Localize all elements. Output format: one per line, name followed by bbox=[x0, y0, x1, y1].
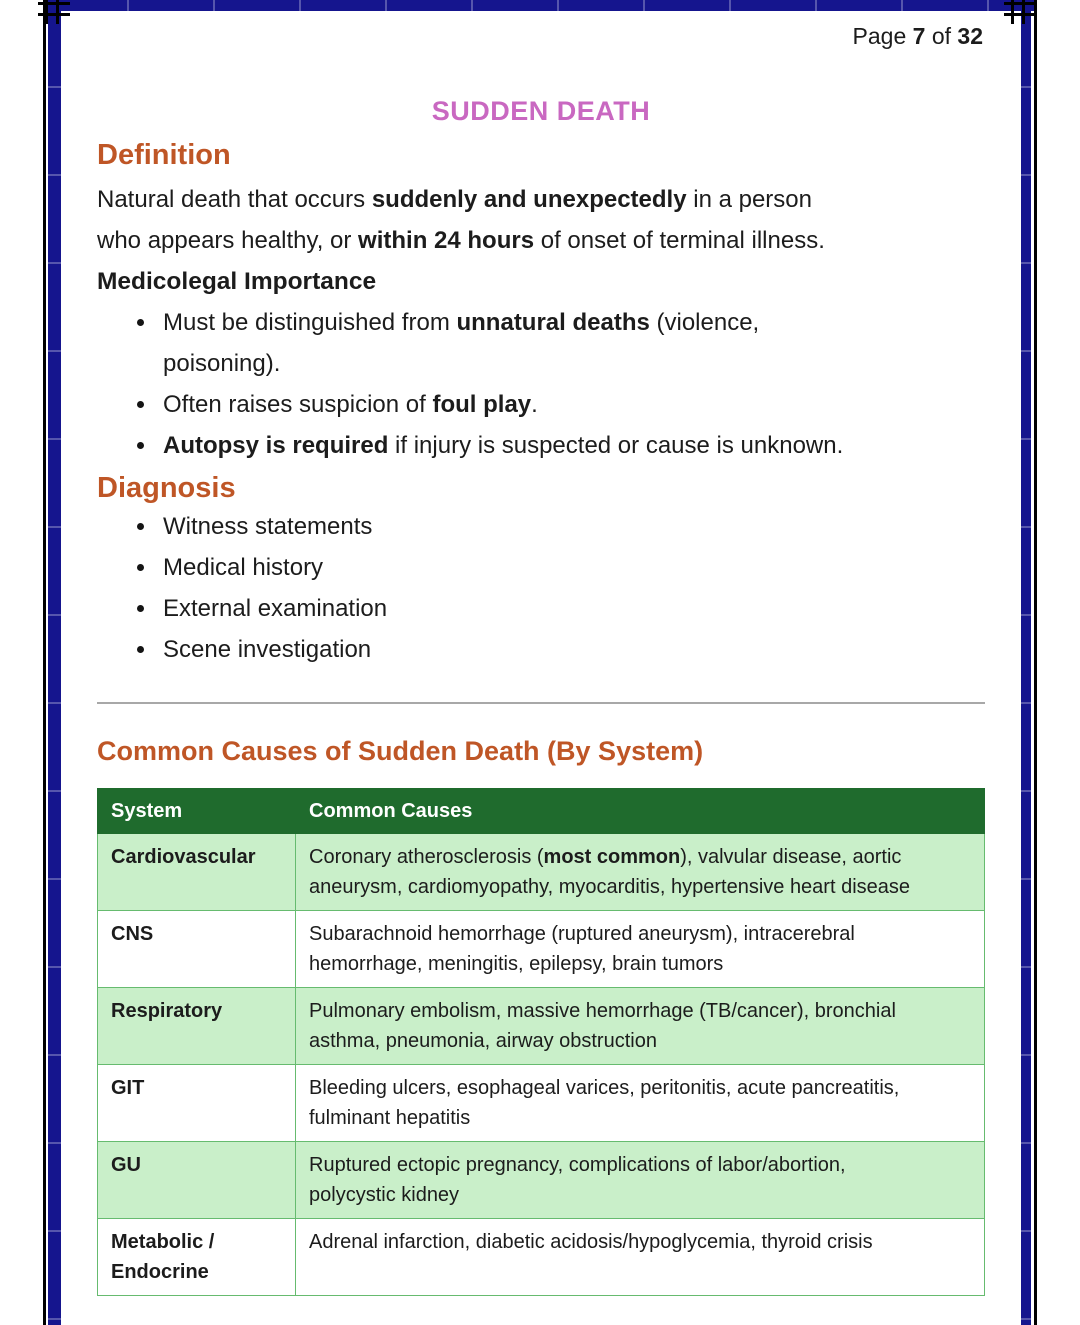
system-cell: Cardiovascular bbox=[98, 834, 296, 911]
table-row bbox=[98, 834, 985, 911]
list-item: Scene investigation bbox=[97, 629, 985, 670]
table-row bbox=[98, 988, 985, 1065]
crop-mark-icon bbox=[38, 0, 70, 24]
page-content bbox=[97, 22, 985, 1296]
causes-cell: Ruptured ectopic pregnancy, complications of labor/abortion, polycystic kidney bbox=[296, 1142, 985, 1219]
causes-cell: Adrenal infarction, diabetic acidosis/hypoglycemia, thyroid crisis bbox=[296, 1219, 985, 1296]
table-row bbox=[98, 1219, 985, 1296]
system-cell: GU bbox=[98, 1142, 296, 1219]
system-cell: GIT bbox=[98, 1065, 296, 1142]
document-title: SUDDEN DEATH bbox=[431, 96, 651, 126]
frame-top-bar bbox=[43, 0, 1037, 11]
system-cell: Metabolic / Endocrine bbox=[98, 1219, 296, 1296]
causes-table bbox=[97, 788, 985, 1296]
medicolegal-subheading: Medicolegal Importance bbox=[97, 268, 377, 295]
medicolegal-bullet-list bbox=[97, 302, 985, 466]
column-header-system: System bbox=[98, 789, 296, 834]
table-row bbox=[98, 911, 985, 988]
frame-right-bar bbox=[1021, 0, 1031, 1325]
causes-cell: Pulmonary embolism, massive hemorrhage (TB/cancer), bronchial asthma, pneumonia, airway obstruction bbox=[296, 988, 985, 1065]
frame-left-line bbox=[43, 0, 46, 1325]
frame-right-line bbox=[1034, 0, 1037, 1325]
causes-cell: Coronary atherosclerosis (most common), valvular disease, aortic aneurysm, cardiomyopathy, myocarditis, hypertensive heart disease bbox=[296, 834, 985, 911]
column-header-common-causes: Common Causes bbox=[296, 789, 985, 834]
causes-heading: Common Causes of Sudden Death (By System) bbox=[97, 736, 704, 766]
list-item: Often raises suspicion of foul play. bbox=[97, 384, 985, 425]
page-number: Page 7 of 32 bbox=[852, 23, 983, 49]
diagnosis-heading: Diagnosis bbox=[97, 472, 236, 504]
list-item: Must be distinguished from unnatural deaths (violence, poisoning). bbox=[97, 302, 985, 384]
crop-mark-icon bbox=[1004, 0, 1036, 24]
table-row bbox=[98, 1142, 985, 1219]
definition-heading: Definition bbox=[97, 139, 231, 171]
system-cell: Respiratory bbox=[98, 988, 296, 1065]
list-item: External examination bbox=[97, 588, 985, 629]
table-header-row bbox=[98, 789, 985, 834]
definition-paragraph: Natural death that occurs suddenly and unexpectedly in a person who appears healthy, or within 24 hours of onset of terminal illness. bbox=[97, 186, 825, 254]
table-row bbox=[98, 1065, 985, 1142]
diagnosis-bullet-list bbox=[97, 506, 985, 670]
list-item: Medical history bbox=[97, 547, 985, 588]
list-item: Autopsy is required if injury is suspected or cause is unknown. bbox=[97, 425, 985, 466]
causes-cell: Subarachnoid hemorrhage (ruptured aneurysm), intracerebral hemorrhage, meningitis, epilepsy, brain tumors bbox=[296, 911, 985, 988]
list-item: Witness statements bbox=[97, 506, 985, 547]
section-divider bbox=[97, 702, 985, 704]
causes-cell: Bleeding ulcers, esophageal varices, peritonitis, acute pancreatitis, fulminant hepatitis bbox=[296, 1065, 985, 1142]
frame-left-bar bbox=[48, 0, 61, 1325]
system-cell: CNS bbox=[98, 911, 296, 988]
